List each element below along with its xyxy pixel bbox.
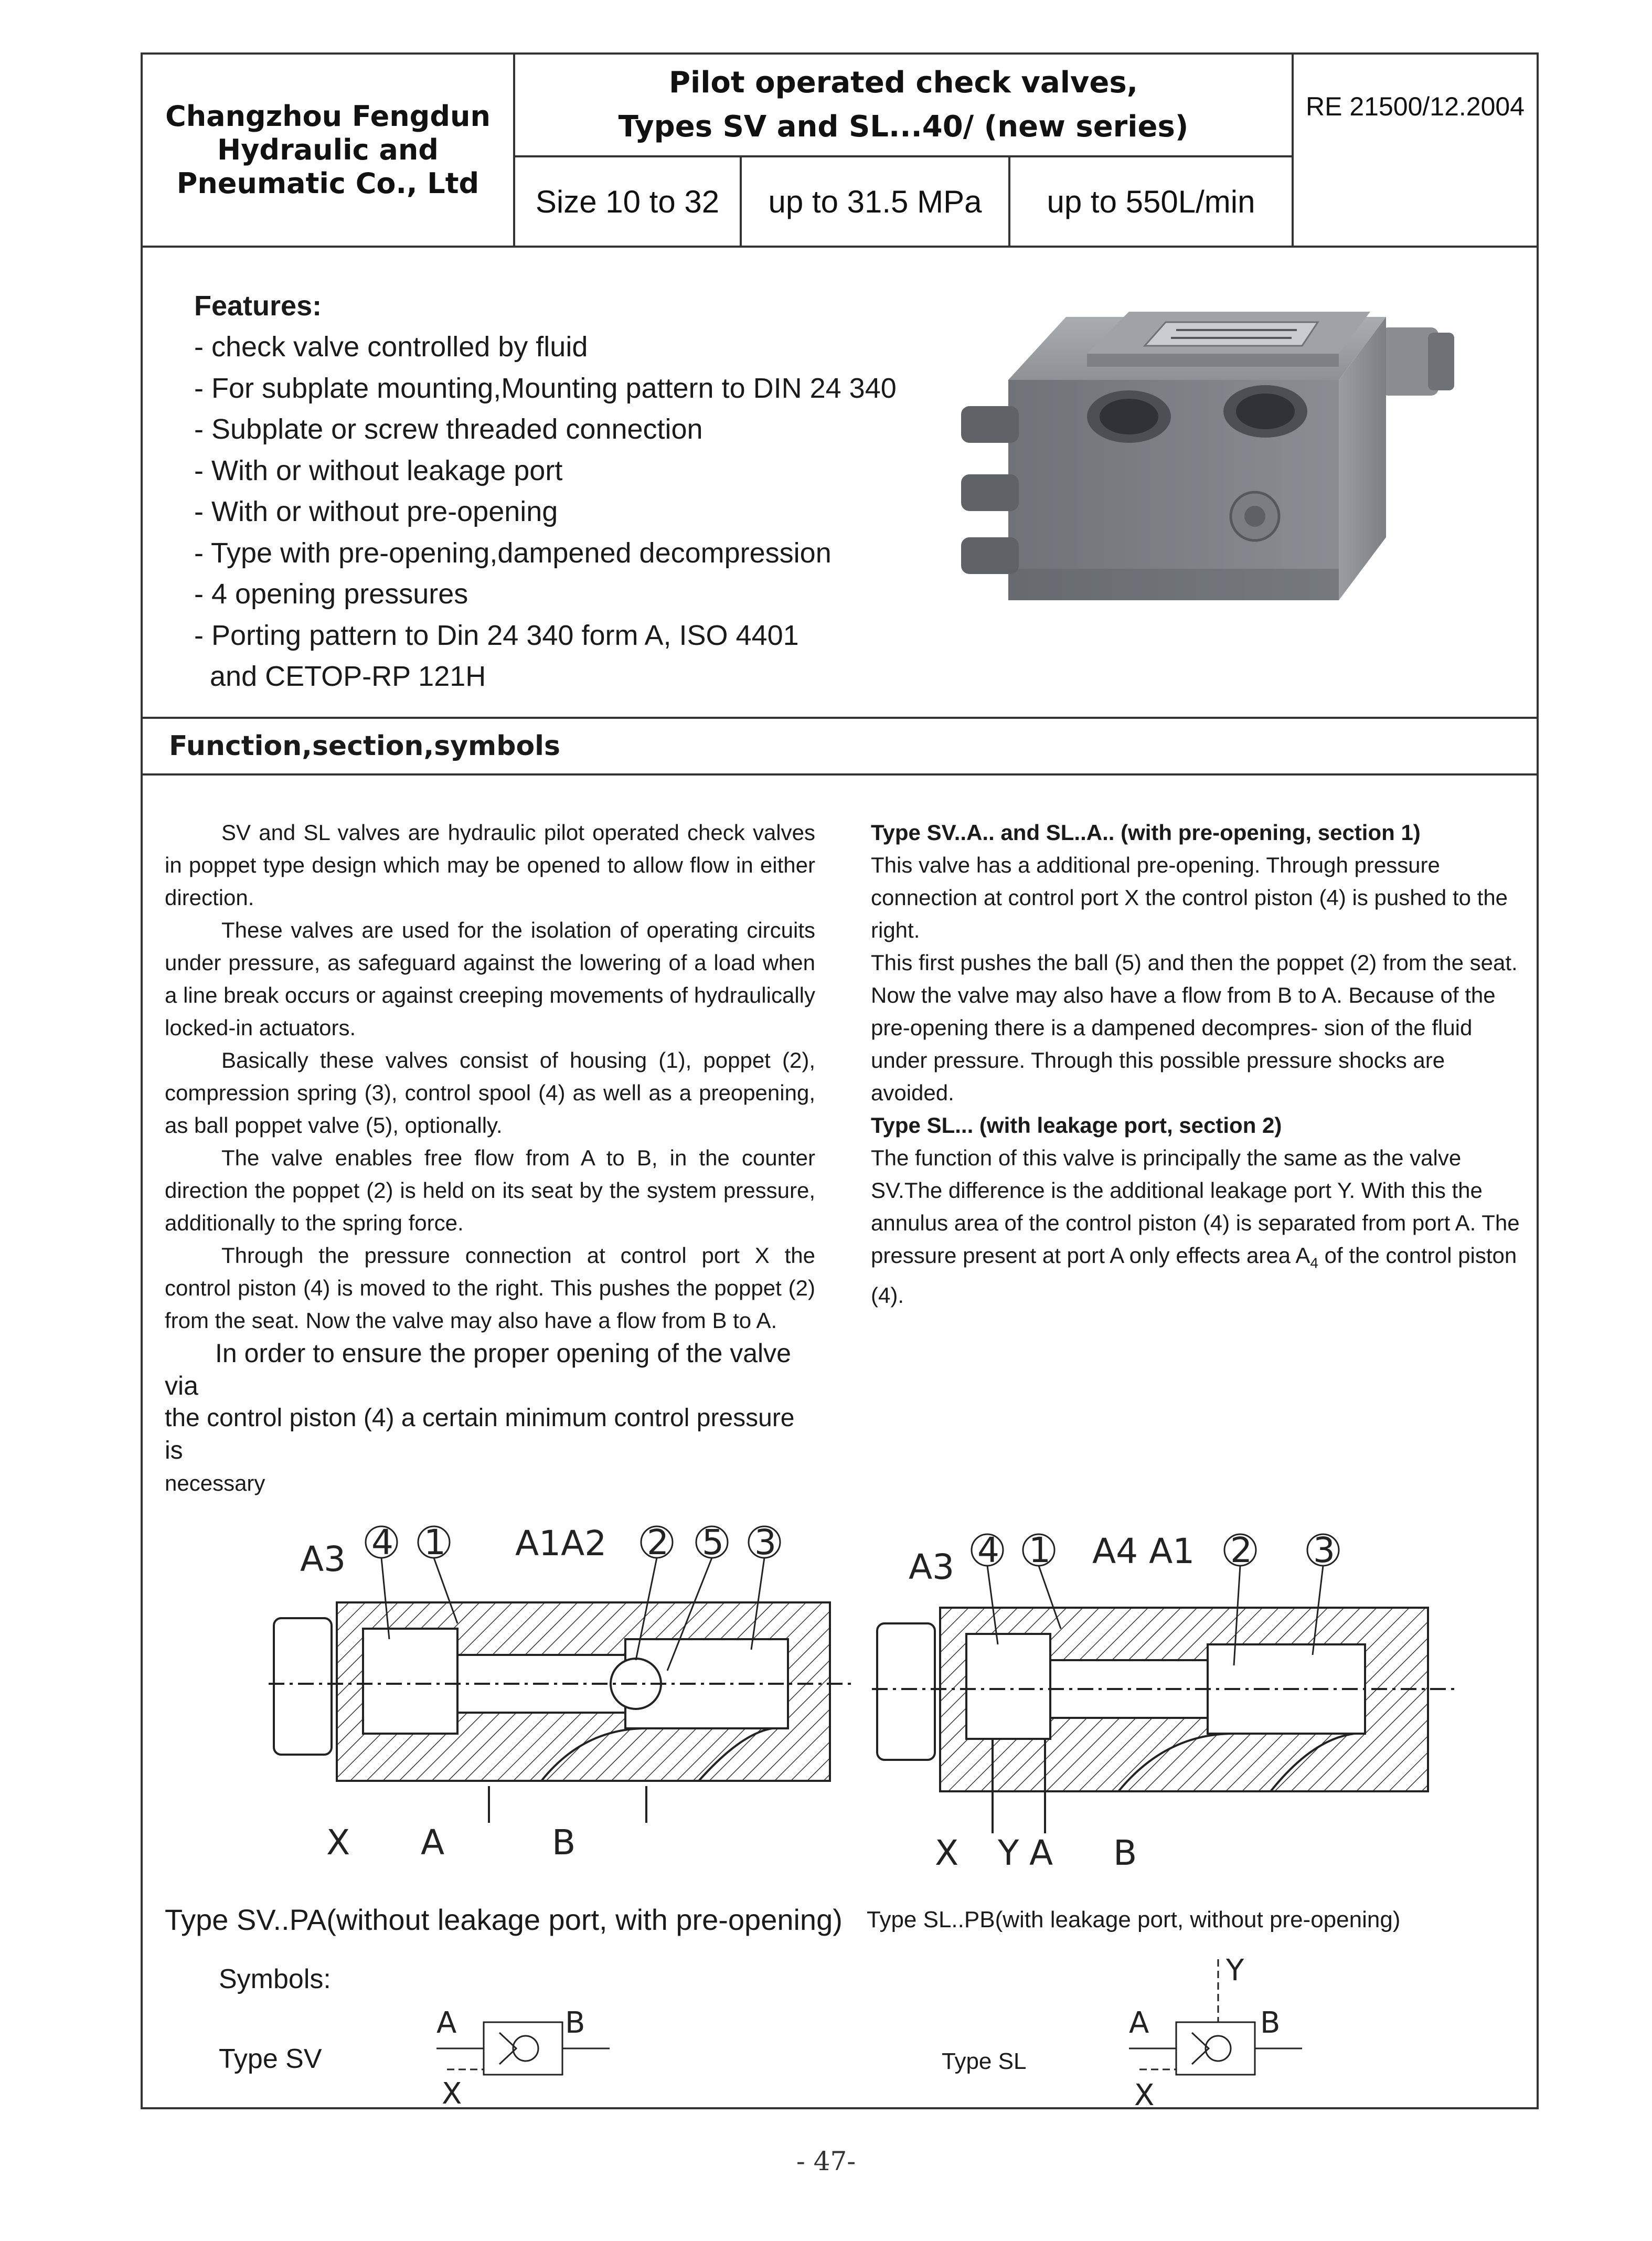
company-name: Changzhou Fengdun Hydraulic and Pneumatic Co., Ltd (165, 100, 491, 200)
caption-sl: Type SL..PB(with leakage port, without pre-opening) (867, 1907, 1401, 1932)
doc-number-cell (1292, 55, 1537, 246)
subheading: Type SL... (with leakage port, section 2) (871, 1113, 1282, 1138)
label-a: A (1029, 1833, 1053, 1873)
page-number: - 47- (796, 2146, 856, 2176)
symbol-port-b: B (1260, 2006, 1281, 2040)
symbols-label: Symbols: (219, 1964, 331, 1994)
label-3: 3 (754, 1522, 776, 1563)
paragraph: This first pushes the ball (5) and then the poppet (2) from the seat. Now the valve may also have a flow from B to A. Because of the pre-opening there is a dampened decompres- sion of the fluid under pressure. Through this possible pressure shocks are avoided. (871, 950, 1518, 1105)
label-1: 1 (424, 1522, 446, 1563)
symbol-port-a: A (1129, 2006, 1149, 2040)
title-cell (515, 55, 1292, 157)
paragraph: These valves are used for the isolation of operating circuits under pressure, as safeguard against the lowering of a load when a line break occurs or against creeping movements of hydraulically locked-in actuators. (165, 918, 815, 1040)
paragraph: In order to ensure the proper opening of the valve via (165, 1339, 791, 1400)
right-text-column (871, 816, 1527, 1312)
check-valve-symbol-sv (436, 1985, 625, 2111)
section-diagram-sv (269, 1503, 914, 1870)
symbol-port-x: X (1134, 2078, 1155, 2111)
features-title: Features: (194, 290, 322, 322)
paragraph: The function of this valve is principally the same as the valve SV.The difference is the additional leakage port Y. With this the annulus area of the control piston (4) is separated from port A. The pressure present at port A only effects area $A_4$ of the control piston (4). (871, 1145, 1520, 1308)
label-a1a2: A1A2 (515, 1523, 607, 1564)
paragraph: Basically these valves consist of housing (1), poppet (2), compression spring (3), control spool (4) as well as a preopening, as ball poppet valve (5), optionally. (165, 1048, 815, 1138)
symbol-port-b: B (565, 2006, 585, 2040)
label-4: 4 (977, 1530, 999, 1570)
feature-item: - For subplate mounting,Mounting pattern to DIN 24 340 (194, 372, 897, 404)
label-1: 1 (1029, 1530, 1051, 1570)
symbol-port-a: A (436, 2006, 457, 2040)
label-y: Y (998, 1833, 1019, 1873)
feature-item: and CETOP-RP 121H (194, 661, 486, 692)
label-2: 2 (647, 1522, 669, 1563)
feature-item: - With or without leakage port (194, 454, 563, 486)
feature-item: - 4 opening pressures (194, 578, 468, 610)
symbol-port-y: Y (1226, 1953, 1244, 1988)
label-a3: A3 (909, 1547, 955, 1587)
caption-sv: Type SV..PA(without leakage port, with pre-opening) (165, 1903, 843, 1936)
paragraph: Through the pressure connection at control port X the control piston (4) is moved to the right. This pushes the poppet (2) from the seat. Now the valve may also have a flow from B to A. (165, 1243, 815, 1333)
check-valve-symbol-sl (1129, 1949, 1318, 2111)
feature-item: - Type with pre-opening,dampened decompression (194, 537, 832, 569)
feature-item: - Subplate or screw threaded connection (194, 413, 703, 445)
title-line-1: Pilot operated check valves, (668, 66, 1138, 100)
paragraph: The valve enables free flow from A to B, in the counter direction the poppet (2) is held on its seat by the system pressure, additionally to the spring force. (165, 1145, 815, 1235)
section-bar (143, 717, 1537, 776)
paragraph: This valve has a additional pre-opening. Through pressure connection at control port X the control piston (4) is pushed to the right. (871, 853, 1508, 942)
feature-item: - check valve controlled by fluid (194, 331, 588, 363)
section-diagram-sl (872, 1508, 1522, 1875)
title-line-2: Types SV and SL...40/ (new series) (618, 110, 1189, 144)
type-sl-label: Type SL (942, 2048, 1027, 2074)
label-x: X (326, 1822, 350, 1863)
label-x: X (935, 1833, 959, 1873)
label-2: 2 (1230, 1530, 1252, 1570)
paragraph: the control piston (4) a certain minimum control pressure is (165, 1404, 795, 1464)
spec-size: Size 10 to 32 (515, 157, 742, 246)
feature-item: - Porting pattern to Din 24 340 form A, ISO 4401 (194, 619, 799, 651)
label-b: B (552, 1822, 576, 1863)
label-a4a1: A4 A1 (1092, 1531, 1195, 1571)
label-3: 3 (1313, 1530, 1335, 1570)
spec-flow: up to 550L/min (1047, 184, 1255, 219)
label-b: B (1113, 1833, 1137, 1873)
feature-item: - With or without pre-opening (194, 496, 558, 527)
doc-number: RE 21500/12.2004 (1305, 92, 1525, 121)
page-frame (141, 52, 1539, 2109)
label-4: 4 (371, 1522, 393, 1563)
label-5: 5 (702, 1522, 724, 1563)
left-text-column (165, 816, 815, 1500)
section-title: Function,section,symbols (169, 730, 560, 762)
label-a3: A3 (300, 1539, 346, 1579)
spec-pressure: up to 31.5 MPa (742, 157, 1010, 246)
type-sv-label: Type SV (219, 2044, 322, 2074)
subheading: Type SV..A.. and SL..A.. (with pre-opening, section 1) (871, 820, 1421, 845)
header-table (143, 55, 1537, 248)
company-cell (143, 55, 515, 246)
paragraph: SV and SL valves are hydraulic pilot operated check valves in poppet type design which may be opened to allow flow in either direction. (165, 820, 815, 910)
features-list (194, 285, 897, 697)
symbol-port-x: X (442, 2077, 462, 2111)
valve-product-photo (940, 296, 1475, 663)
label-a: A (421, 1822, 445, 1863)
paragraph: necessary (165, 1471, 265, 1495)
